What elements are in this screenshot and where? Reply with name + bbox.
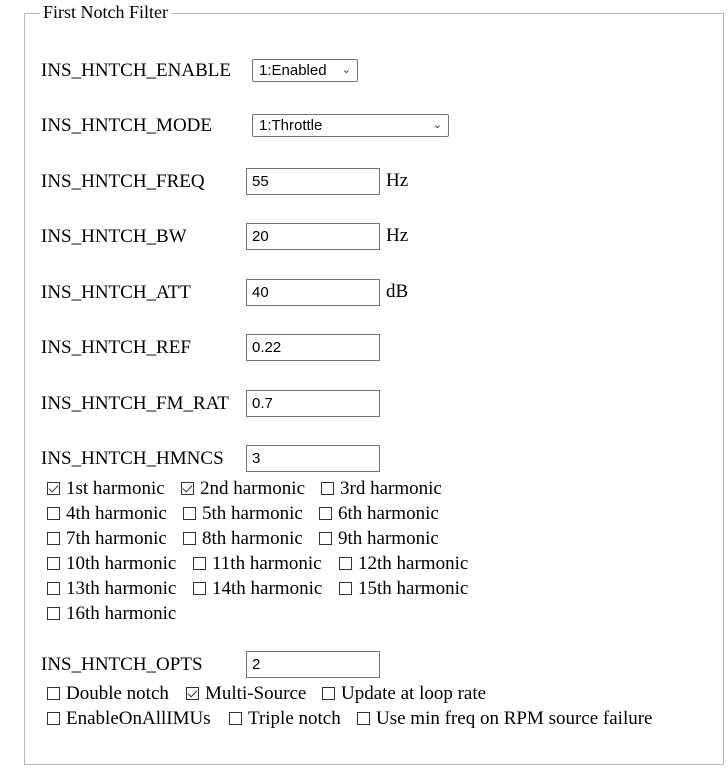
option-checkbox[interactable] (229, 712, 242, 725)
harmonic-label: 7th harmonic (66, 528, 167, 549)
fieldset-legend: First Notch Filter (40, 2, 171, 22)
opts-label: INS_HNTCH_OPTS (41, 654, 203, 675)
harmonic-label: 5th harmonic (202, 503, 303, 524)
harmonic-checkbox[interactable] (183, 507, 196, 520)
option-label: EnableOnAllIMUs (66, 708, 211, 729)
chevron-down-icon: ⌄ (341, 64, 351, 76)
freq-unit: Hz (386, 170, 409, 191)
option-label: Double notch (66, 683, 169, 704)
harmonic-label: 16th harmonic (66, 603, 177, 624)
harmonic-label: 11th harmonic (212, 553, 322, 574)
harmonic-checkbox[interactable] (193, 557, 206, 570)
harmonic-checkbox[interactable] (339, 557, 352, 570)
chevron-down-icon: ⌄ (432, 119, 442, 131)
harmonic-checkbox[interactable] (193, 582, 206, 595)
bw-label: INS_HNTCH_BW (41, 226, 187, 247)
harmonic-checkbox[interactable] (339, 582, 352, 595)
bw-unit: Hz (386, 225, 409, 246)
freq-label: INS_HNTCH_FREQ (41, 171, 205, 192)
harmonic-label: 1st harmonic (66, 478, 165, 499)
harmonic-checkbox[interactable] (183, 532, 196, 545)
harmonic-label: 8th harmonic (202, 528, 303, 549)
harmonic-label: 2nd harmonic (200, 478, 306, 499)
option-label: Update at loop rate (341, 683, 487, 704)
att-input[interactable]: 40 (246, 279, 380, 306)
opts-input[interactable]: 2 (246, 651, 380, 678)
harmonic-label: 14th harmonic (212, 578, 323, 599)
option-checkbox[interactable] (322, 687, 335, 700)
harmonic-checkbox[interactable] (47, 507, 60, 520)
bw-input[interactable]: 20 (246, 223, 380, 250)
hmncs-input[interactable]: 3 (246, 445, 380, 472)
harmonic-label: 9th harmonic (338, 528, 439, 549)
harmonic-checkbox[interactable] (319, 507, 332, 520)
mode-label: INS_HNTCH_MODE (41, 115, 212, 136)
ref-input[interactable]: 0.22 (246, 334, 380, 361)
option-checkbox[interactable] (357, 712, 370, 725)
harmonic-checkbox[interactable] (47, 557, 60, 570)
ref-label: INS_HNTCH_REF (41, 337, 191, 358)
harmonic-checkbox[interactable] (47, 607, 60, 620)
option-label: Multi-Source (205, 683, 307, 704)
att-unit: dB (386, 281, 409, 302)
hmncs-label: INS_HNTCH_HMNCS (41, 448, 224, 469)
harmonic-label: 3rd harmonic (340, 478, 442, 499)
option-checkbox[interactable] (47, 712, 60, 725)
mode-select[interactable] (252, 114, 449, 137)
freq-input[interactable]: 55 (246, 168, 380, 195)
harmonic-checkbox[interactable] (47, 532, 60, 545)
harmonic-label: 13th harmonic (66, 578, 177, 599)
option-label: Use min freq on RPM source failure (376, 708, 653, 729)
harmonic-checkbox[interactable] (319, 532, 332, 545)
option-label: Triple notch (248, 708, 341, 729)
option-checkbox[interactable] (186, 687, 199, 700)
harmonic-checkbox[interactable] (181, 482, 194, 495)
att-label: INS_HNTCH_ATT (41, 282, 191, 303)
harmonic-label: 4th harmonic (66, 503, 167, 524)
harmonic-label: 10th harmonic (66, 553, 177, 574)
harmonic-checkbox[interactable] (47, 482, 60, 495)
harmonic-checkbox[interactable] (321, 482, 334, 495)
option-checkbox[interactable] (47, 687, 60, 700)
fm-rat-input[interactable]: 0.7 (246, 390, 380, 417)
harmonic-label: 15th harmonic (358, 578, 469, 599)
harmonic-checkbox[interactable] (47, 582, 60, 595)
harmonic-label: 6th harmonic (338, 503, 439, 524)
enable-label: INS_HNTCH_ENABLE (41, 60, 231, 81)
enable-select-value: 1:Enabled (259, 62, 327, 79)
fm-rat-label: INS_HNTCH_FM_RAT (41, 393, 229, 414)
mode-select-value: 1:Throttle (259, 117, 323, 134)
enable-select[interactable] (252, 59, 358, 82)
harmonic-label: 12th harmonic (358, 553, 469, 574)
